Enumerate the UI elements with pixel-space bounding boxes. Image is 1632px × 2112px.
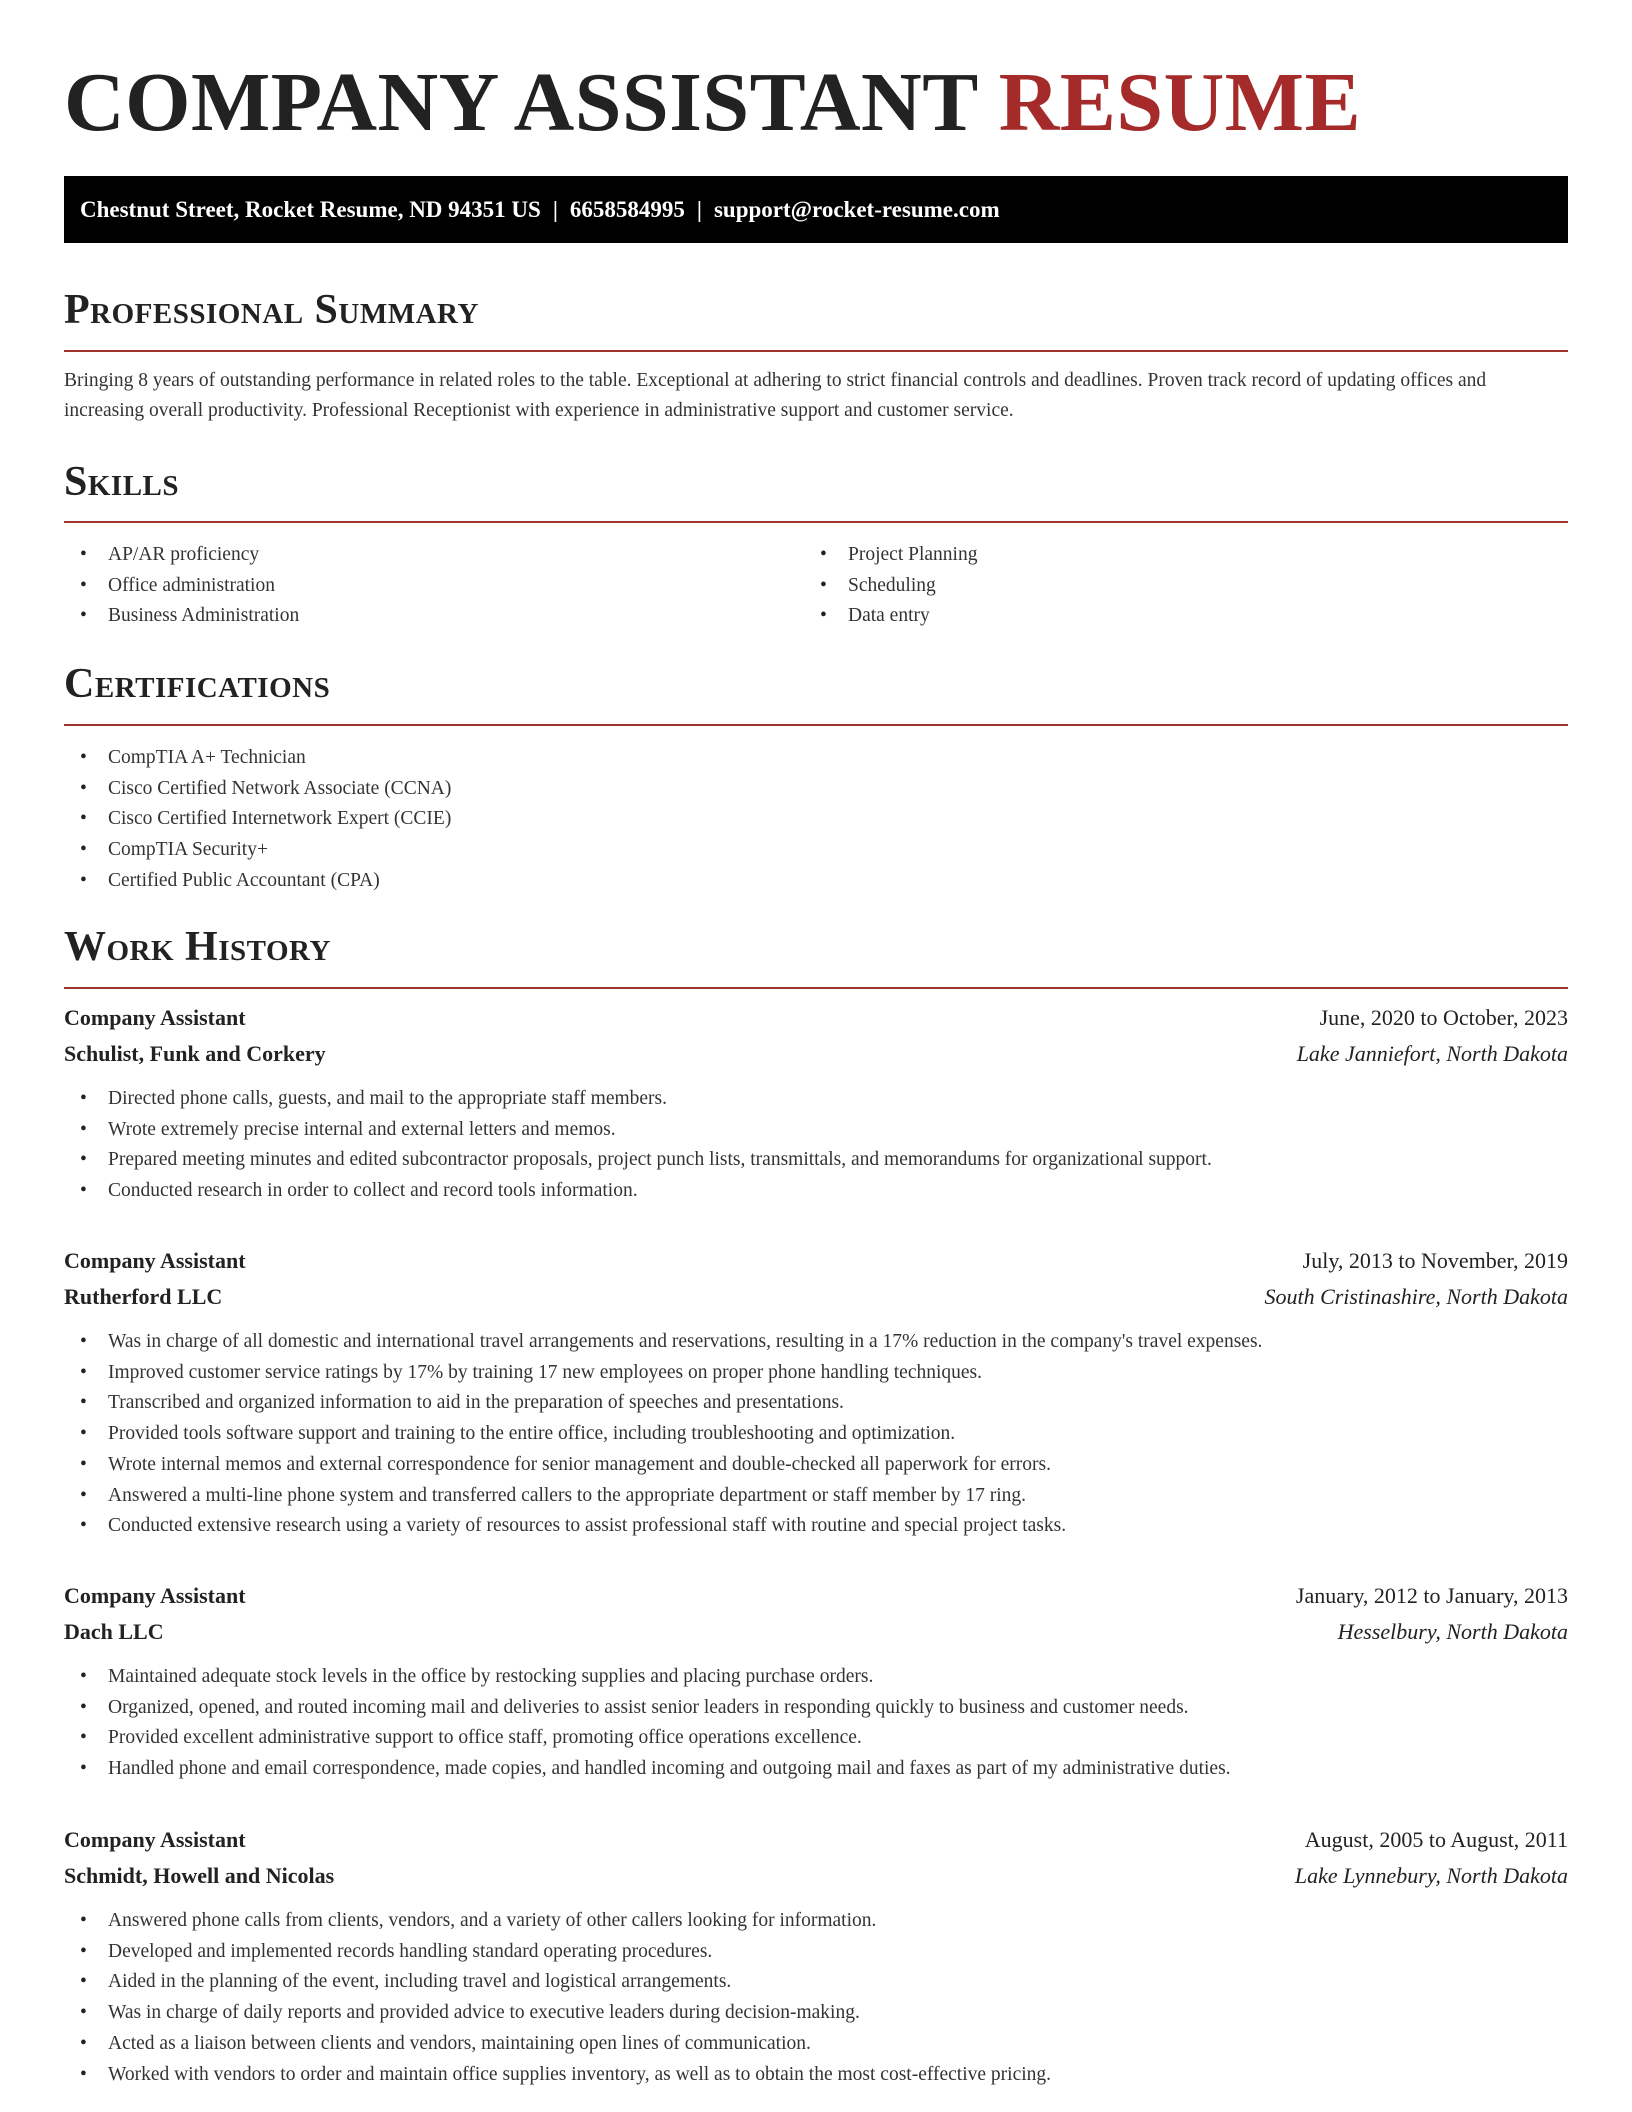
certification-item: • CompTIA Security+ [64,835,1568,866]
summary-heading: Professional Summary [64,287,479,333]
job-title-row [64,1578,1568,1614]
certification-item: • Cisco Certified Network Associate (CCNA) [64,774,1568,805]
job-duty-item: • Developed and implemented records handling standard operating procedures. [64,1937,1568,1968]
title-accent: RESUME [998,56,1362,149]
job-duty-item: • Transcribed and organized information to aid in the preparation of speeches and presentations. [64,1388,1568,1419]
job-company: Rutherford LLC [64,1284,223,1309]
job-entry [64,1000,1568,1207]
skill-item: • Data entry [804,601,1544,632]
skills-heading: Skills [64,459,180,505]
job-dates: January, 2012 to January, 2013 [1295,1583,1568,1608]
job-duty-item: • Organized, opened, and routed incoming mail and deliveries to assist senior leaders in responding quickly to business and customer needs. [64,1693,1568,1724]
job-dates: June, 2020 to October, 2023 [1319,1005,1568,1030]
job-duty-item: • Wrote internal memos and external correspondence for senior management and double-checked all paperwork for errors. [64,1450,1568,1481]
job-duty-item: • Prepared meeting minutes and edited subcontractor proposals, project punch lists, transmittals, and memorandums for organizational support. [64,1145,1568,1176]
contact-email[interactable]: support@rocket-resume.com [713,197,1000,222]
skill-item: • AP/AR proficiency [64,540,804,571]
section-divider [64,987,1568,989]
job-title-row [64,1243,1568,1279]
job-duty-item: • Provided tools software support and training to the entire office, including troubleshooting and optimization. [64,1419,1568,1450]
job-company: Dach LLC [64,1619,164,1644]
job-entry [64,1822,1568,2090]
job-title-row [64,1822,1568,1858]
job-dates: July, 2013 to November, 2019 [1302,1248,1568,1273]
skill-item: • Office administration [64,571,804,602]
job-duties-list [64,1662,1568,1785]
job-duty-item: • Aided in the planning of the event, including travel and logistical arrangements. [64,1967,1568,1998]
job-entry [64,1578,1568,1785]
certification-item: • Certified Public Accountant (CPA) [64,866,1568,897]
work-history-section [64,921,1568,973]
contact-phone[interactable]: 6658584995 [569,197,685,222]
section-divider [64,521,1568,523]
skills-list [64,540,804,632]
contact-address: Chestnut Street, Rocket Resume, ND 94351 US [80,197,541,222]
skills-column-left [64,540,804,632]
job-entry [64,1243,1568,1542]
job-location: Lake Lynnebury, North Dakota [1294,1863,1568,1888]
job-duty-item: • Provided excellent administrative support to office staff, promoting office operations excellence. [64,1723,1568,1754]
job-company-row [64,1858,1568,1894]
job-duty-item: • Conducted extensive research using a variety of resources to assist professional staff with routine and special project tasks. [64,1511,1568,1542]
title-main: COMPANY ASSISTANT [64,56,978,149]
certification-item: • CompTIA A+ Technician [64,743,1568,774]
job-duty-item: • Worked with vendors to order and maintain office supplies inventory, as well as to obtain the most cost-effective pricing. [64,2060,1568,2091]
job-duties-list [64,1327,1568,1542]
job-duty-item: • Directed phone calls, guests, and mail to the appropriate staff members. [64,1084,1568,1115]
job-location: Lake Janniefort, North Dakota [1296,1041,1568,1066]
job-location: Hesselbury, North Dakota [1337,1619,1568,1644]
job-company: Schulist, Funk and Corkery [64,1041,326,1066]
job-duty-item: • Answered a multi-line phone system and transferred callers to the appropriate department or staff member by 17 ring. [64,1481,1568,1512]
job-duty-item: • Was in charge of all domestic and international travel arrangements and reservations, resulting in a 17% reduction in the company's travel expenses. [64,1327,1568,1358]
skills-section [64,456,1568,508]
job-duty-item: • Improved customer service ratings by 17% by training 17 new employees on proper phone handling techniques. [64,1358,1568,1389]
job-location: South Cristinashire, North Dakota [1264,1284,1568,1309]
work-history-heading: Work History [64,924,331,970]
job-duty-item: • Was in charge of daily reports and provided advice to executive leaders during decision-making. [64,1998,1568,2029]
job-duties-list [64,1906,1568,2090]
job-duty-item: • Handled phone and email correspondence, made copies, and handled incoming and outgoing mail and faxes as part of my administrative duties. [64,1754,1568,1785]
summary-section [64,284,1568,336]
job-duties-list [64,1084,1568,1207]
job-company-row [64,1614,1568,1650]
job-company-row [64,1279,1568,1315]
skill-item: • Business Administration [64,601,804,632]
job-duty-item: • Maintained adequate stock levels in the office by restocking supplies and placing purchase orders. [64,1662,1568,1693]
job-title-row [64,1000,1568,1036]
job-dates: August, 2005 to August, 2011 [1304,1827,1568,1852]
skills-list [804,540,1544,632]
section-divider [64,724,1568,726]
skills-column-right [804,540,1544,632]
contact-separator: | [696,197,702,222]
job-title: Company Assistant [64,1005,246,1030]
section-divider [64,350,1568,352]
contact-separator: | [552,197,558,222]
certification-item: • Cisco Certified Internetwork Expert (CCIE) [64,804,1568,835]
job-company-row [64,1036,1568,1072]
job-company: Schmidt, Howell and Nicolas [64,1863,335,1888]
certifications-list-wrap [64,743,1568,897]
job-title: Company Assistant [64,1248,246,1273]
summary-text: Bringing 8 years of outstanding performance in related roles to the table. Exceptional at adhering to strict financial controls and deadlines. Proven track record of updating offices and increasing overall productivity. Professional Receptionist with experience in administrative support and customer service. [64,370,1487,421]
certifications-heading: Certifications [64,661,331,707]
job-title: Company Assistant [64,1827,246,1852]
skill-item: • Project Planning [804,540,1544,571]
job-duty-item: • Answered phone calls from clients, vendors, and a variety of other callers looking for information. [64,1906,1568,1937]
job-duty-item: • Conducted research in order to collect and record tools information. [64,1176,1568,1207]
certifications-section [64,658,1568,710]
job-duty-item: • Acted as a liaison between clients and vendors, maintaining open lines of communication. [64,2029,1568,2060]
resume-title [64,58,1361,148]
contact-bar [64,176,1568,243]
job-title: Company Assistant [64,1583,246,1608]
job-duty-item: • Wrote extremely precise internal and external letters and memos. [64,1115,1568,1146]
certifications-list [64,743,1568,897]
skill-item: • Scheduling [804,571,1544,602]
